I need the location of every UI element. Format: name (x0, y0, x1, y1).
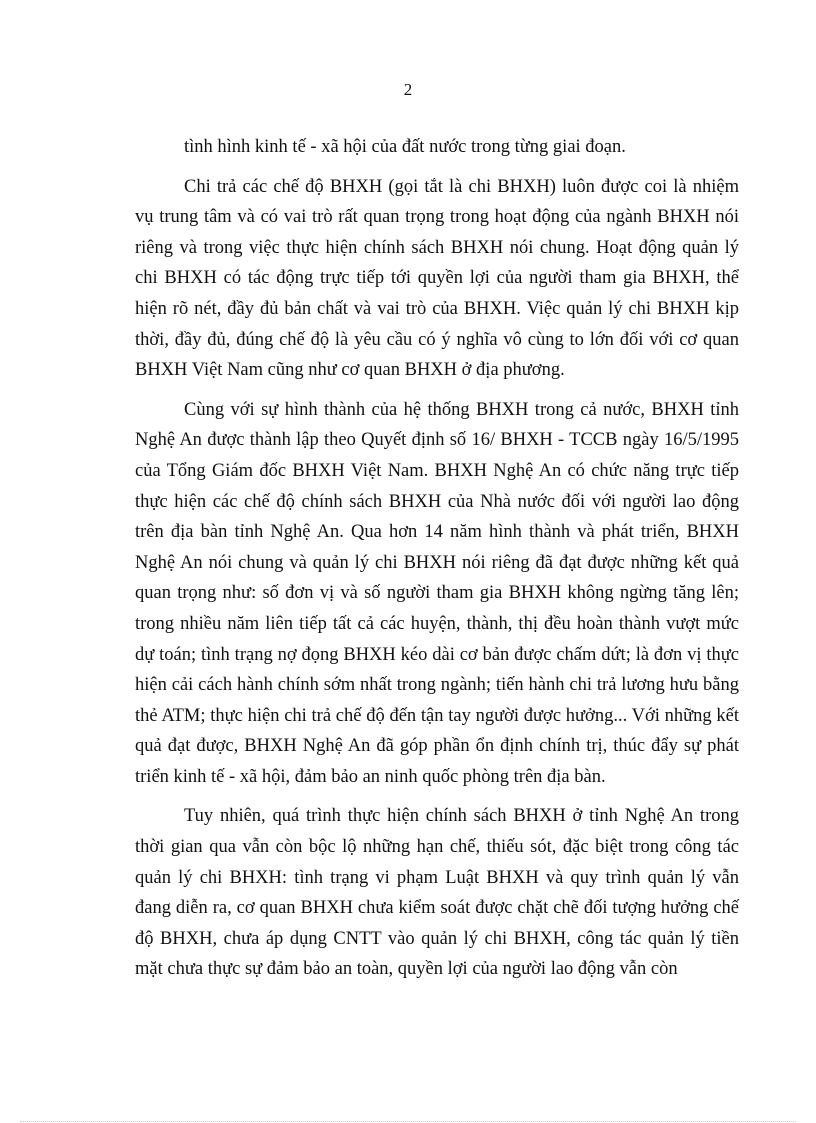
page-bottom-rule (20, 1121, 796, 1122)
paragraph-chi-tra: Chi trả các chế độ BHXH (gọi tắt là chi BHXH) luôn được coi là nhiệm vụ trung tâm và có vai trò rất quan trọng trong hoạt động của ngành BHXH nói riêng và trong việc thực hiện chính sách BHXH nói chung. Hoạt động quản lý chi BHXH có tác động trực tiếp tới quyền lợi của người tham gia BHXH, thể hiện rõ nét, đầy đủ bản chất và vai trò của BHXH. Việc quản lý chi BHXH kịp thời, đầy đủ, đúng chế độ là yêu cầu có ý nghĩa vô cùng to lớn đối với cơ quan BHXH Việt Nam cũng như cơ quan BHXH ở địa phương. (135, 176, 739, 381)
page-number: 2 (403, 80, 413, 99)
paragraph-cung-voi: Cùng với sự hình thành của hệ thống BHXH trong cả nước, BHXH tỉnh Nghệ An được thành lập theo Quyết định số 16/ BHXH - TCCB ngày 16/5/1995 của Tổng Giám đốc BHXH Việt Nam. BHXH Nghệ An có chức năng trực tiếp thực hiện các chế độ chính sách BHXH của Nhà nước đối với người lao động trên địa bàn tỉnh Nghệ An. Qua hơn 14 năm hình thành và phát triển, BHXH Nghệ An nói chung và quản lý chi BHXH nói riêng đã đạt được những kết quả quan trọng như: số đơn vị và số người tham gia BHXH không ngừng tăng lên; trong nhiều năm liên tiếp tất cả các huyện, thành, thị đều hoàn thành vượt mức dự toán; tình trạng nợ đọng BHXH kéo dài cơ bản được chấm dứt; là đơn vị thực hiện cải cách hành chính sớm nhất trong ngành; tiến hành chi trả lương hưu bằng thẻ ATM; thực hiện chi trả chế độ đến tận tay người được hưởng... Với những kết quả đạt được, BHXH Nghệ An đã góp phần ổn định chính trị, thúc đẩy sự phát triển kinh tế - xã hội, đảm bảo an ninh quốc phòng trên địa bàn. (135, 399, 739, 787)
paragraph-tuy-nhien: Tuy nhiên, quá trình thực hiện chính sách BHXH ở tỉnh Nghệ An trong thời gian qua vẫn còn bộc lộ những hạn chế, thiếu sót, đặc biệt trong công tác quản lý chi BHXH: tình trạng vi phạm Luật BHXH và quy trình quản lý vẫn đang diễn ra, cơ quan BHXH chưa kiểm soát được chặt chẽ đối tượng hưởng chế độ BHXH, chưa áp dụng CNTT vào quản lý chi BHXH, công tác quản lý tiền mặt chưa thực sự đảm bảo an toàn, quyền lợi của người lao động vẫn còn (135, 806, 739, 980)
paragraph-continuation: tình hình kinh tế - xã hội của đất nước trong từng giai đoạn. (184, 137, 626, 157)
body-text (135, 132, 739, 985)
